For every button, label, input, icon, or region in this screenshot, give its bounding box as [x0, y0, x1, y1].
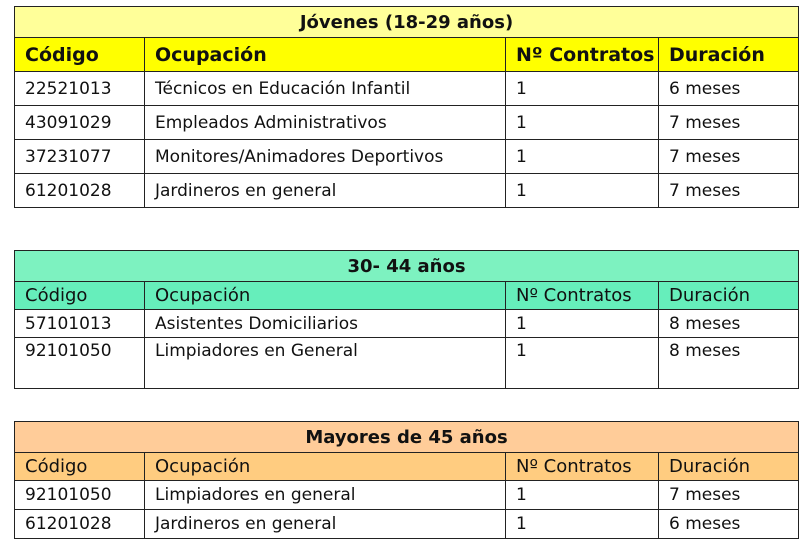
table-row — [15, 510, 799, 539]
table-row — [15, 72, 799, 106]
cell-ocupacion: Jardineros en general — [145, 510, 506, 539]
cell-contratos: 1 — [506, 174, 659, 208]
column-header-ocupacion: Ocupación — [145, 453, 506, 481]
cell-codigo: 22521013 — [15, 72, 145, 106]
column-header-codigo: Código — [15, 282, 145, 310]
cell-duracion: 7 meses — [659, 481, 799, 510]
table-row — [15, 310, 799, 338]
cell-contratos: 1 — [506, 72, 659, 106]
cell-contratos: 1 — [506, 106, 659, 140]
cell-duracion: 8 meses — [659, 338, 799, 389]
table-row — [15, 106, 799, 140]
cell-codigo: 37231077 — [15, 140, 145, 174]
cell-duracion: 7 meses — [659, 106, 799, 140]
column-header-contratos: Nº Contratos — [506, 453, 659, 481]
table-mayores-45 — [14, 421, 799, 539]
cell-codigo: 61201028 — [15, 510, 145, 539]
cell-contratos: 1 — [506, 140, 659, 174]
cell-codigo: 43091029 — [15, 106, 145, 140]
cell-contratos: 1 — [506, 481, 659, 510]
column-header-contratos: Nº Contratos — [506, 282, 659, 310]
cell-ocupacion: Jardineros en general — [145, 174, 506, 208]
cell-duracion: 6 meses — [659, 72, 799, 106]
cell-ocupacion: Limpiadores en general — [145, 481, 506, 510]
cell-contratos: 1 — [506, 310, 659, 338]
column-header-duracion: Duración — [659, 453, 799, 481]
cell-contratos: 1 — [506, 510, 659, 539]
cell-ocupacion: Monitores/Animadores Deportivos — [145, 140, 506, 174]
table-title: Mayores de 45 años — [15, 422, 799, 453]
cell-ocupacion: Empleados Administrativos — [145, 106, 506, 140]
cell-codigo: 57101013 — [15, 310, 145, 338]
cell-contratos: 1 — [506, 338, 659, 389]
table-30-44 — [14, 250, 799, 389]
table-jovenes — [14, 6, 799, 208]
cell-duracion: 8 meses — [659, 310, 799, 338]
cell-duracion: 7 meses — [659, 140, 799, 174]
column-header-codigo: Código — [15, 38, 145, 72]
table-row — [15, 140, 799, 174]
table-title: Jóvenes (18-29 años) — [15, 7, 799, 38]
column-header-duracion: Duración — [659, 38, 799, 72]
table-row — [15, 481, 799, 510]
column-header-duracion: Duración — [659, 282, 799, 310]
column-header-codigo: Código — [15, 453, 145, 481]
cell-ocupacion: Asistentes Domiciliarios — [145, 310, 506, 338]
cell-codigo: 61201028 — [15, 174, 145, 208]
cell-ocupacion: Técnicos en Educación Infantil — [145, 72, 506, 106]
cell-ocupacion: Limpiadores en General — [145, 338, 506, 389]
column-header-contratos: Nº Contratos — [506, 38, 659, 72]
cell-duracion: 6 meses — [659, 510, 799, 539]
cell-duracion: 7 meses — [659, 174, 799, 208]
cell-codigo: 92101050 — [15, 338, 145, 389]
table-title: 30- 44 años — [15, 251, 799, 282]
column-header-ocupacion: Ocupación — [145, 38, 506, 72]
column-header-ocupacion: Ocupación — [145, 282, 506, 310]
table-row — [15, 338, 799, 389]
cell-codigo: 92101050 — [15, 481, 145, 510]
table-row — [15, 174, 799, 208]
